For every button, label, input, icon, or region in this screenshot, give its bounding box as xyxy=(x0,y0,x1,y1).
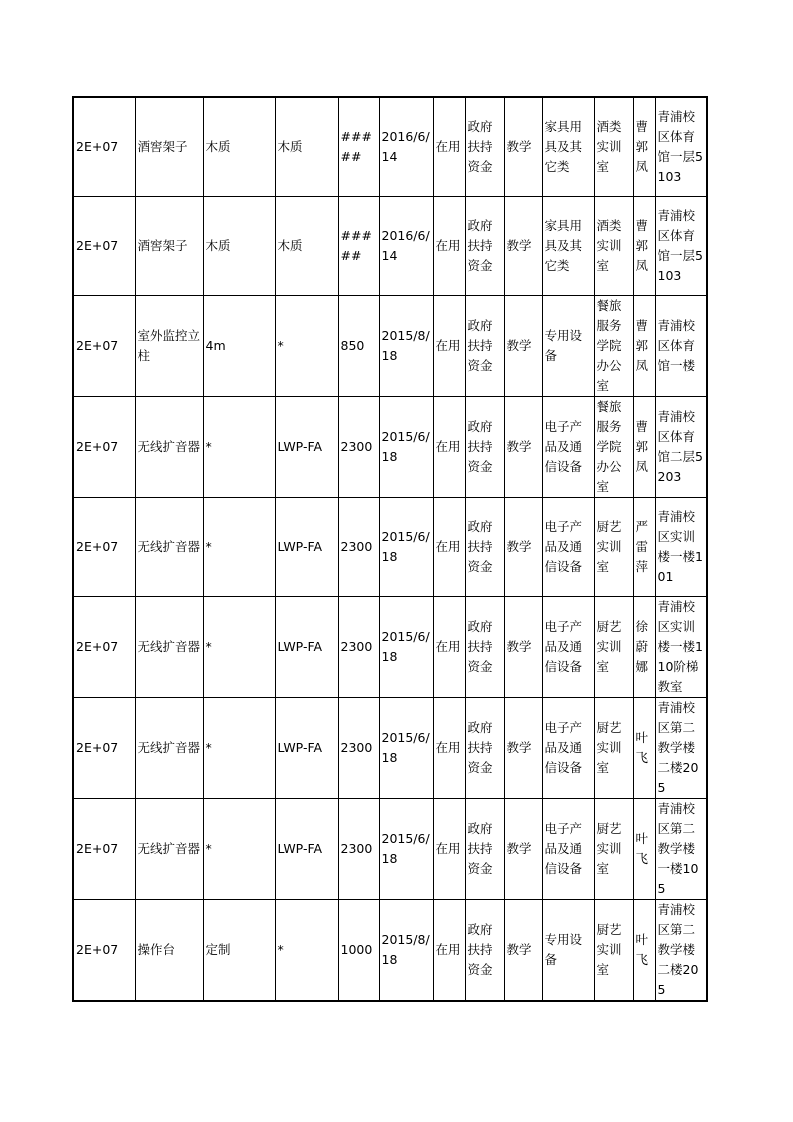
price-cell: 850 xyxy=(338,296,379,397)
asset-code-cell: 2E+07 xyxy=(73,296,135,397)
asset-code-cell: 2E+07 xyxy=(73,498,135,597)
asset-code-cell: 2E+07 xyxy=(73,900,135,1002)
keeper-cell: 叶飞 xyxy=(633,799,655,900)
material-cell: 定制 xyxy=(203,900,275,1002)
asset-name-cell: 无线扩音器 xyxy=(135,397,203,498)
table-row xyxy=(73,197,707,296)
department-cell: 厨艺实训室 xyxy=(594,799,633,900)
usage-cell: 教学 xyxy=(504,498,542,597)
location-cell: 青浦校区实训楼一楼101 xyxy=(655,498,707,597)
location-cell: 青浦校区实训楼一楼110阶梯教室 xyxy=(655,597,707,698)
table-row xyxy=(73,97,707,197)
purchase-date-cell: 2015/6/18 xyxy=(379,397,433,498)
table-row xyxy=(73,397,707,498)
category-cell: 家具用具及其它类 xyxy=(542,197,594,296)
usage-cell: 教学 xyxy=(504,698,542,799)
category-cell: 家具用具及其它类 xyxy=(542,97,594,197)
purchase-date-cell: 2015/6/18 xyxy=(379,498,433,597)
funding-source-cell: 政府扶持资金 xyxy=(465,397,504,498)
model-cell: LWP-FA xyxy=(275,597,338,698)
price-cell: 2300 xyxy=(338,698,379,799)
category-cell: 电子产品及通信设备 xyxy=(542,799,594,900)
location-cell: 青浦校区第二教学楼二楼205 xyxy=(655,900,707,1002)
status-cell: 在用 xyxy=(433,900,465,1002)
model-cell: * xyxy=(275,900,338,1002)
usage-cell: 教学 xyxy=(504,197,542,296)
keeper-cell: 徐蔚娜 xyxy=(633,597,655,698)
department-cell: 餐旅服务学院办公室 xyxy=(594,296,633,397)
material-cell: * xyxy=(203,597,275,698)
keeper-cell: 叶飞 xyxy=(633,698,655,799)
purchase-date-cell: 2015/6/18 xyxy=(379,799,433,900)
status-cell: 在用 xyxy=(433,597,465,698)
table-row xyxy=(73,900,707,1002)
keeper-cell: 曹郭凤 xyxy=(633,397,655,498)
category-cell: 专用设备 xyxy=(542,296,594,397)
material-cell: * xyxy=(203,799,275,900)
purchase-date-cell: 2015/6/18 xyxy=(379,698,433,799)
material-cell: 4m xyxy=(203,296,275,397)
model-cell: LWP-FA xyxy=(275,698,338,799)
category-cell: 电子产品及通信设备 xyxy=(542,698,594,799)
department-cell: 酒类实训室 xyxy=(594,97,633,197)
table-row xyxy=(73,498,707,597)
model-cell: 木质 xyxy=(275,97,338,197)
status-cell: 在用 xyxy=(433,397,465,498)
funding-source-cell: 政府扶持资金 xyxy=(465,900,504,1002)
purchase-date-cell: 2015/6/18 xyxy=(379,597,433,698)
table-body xyxy=(73,97,707,1001)
funding-source-cell: 政府扶持资金 xyxy=(465,498,504,597)
keeper-cell: 曹郭凤 xyxy=(633,296,655,397)
model-cell: LWP-FA xyxy=(275,799,338,900)
funding-source-cell: 政府扶持资金 xyxy=(465,799,504,900)
table-row xyxy=(73,698,707,799)
department-cell: 酒类实训室 xyxy=(594,197,633,296)
price-cell: 2300 xyxy=(338,397,379,498)
purchase-date-cell: 2015/8/18 xyxy=(379,900,433,1002)
asset-name-cell: 操作台 xyxy=(135,900,203,1002)
asset-code-cell: 2E+07 xyxy=(73,799,135,900)
asset-code-cell: 2E+07 xyxy=(73,97,135,197)
asset-code-cell: 2E+07 xyxy=(73,397,135,498)
price-cell: ##### xyxy=(338,197,379,296)
table-row xyxy=(73,296,707,397)
purchase-date-cell: 2016/6/14 xyxy=(379,197,433,296)
asset-code-cell: 2E+07 xyxy=(73,197,135,296)
asset-name-cell: 无线扩音器 xyxy=(135,498,203,597)
table-row xyxy=(73,597,707,698)
status-cell: 在用 xyxy=(433,97,465,197)
material-cell: 木质 xyxy=(203,197,275,296)
category-cell: 专用设备 xyxy=(542,900,594,1002)
department-cell: 厨艺实训室 xyxy=(594,900,633,1002)
status-cell: 在用 xyxy=(433,498,465,597)
model-cell: LWP-FA xyxy=(275,498,338,597)
usage-cell: 教学 xyxy=(504,799,542,900)
asset-code-cell: 2E+07 xyxy=(73,698,135,799)
keeper-cell: 严雷萍 xyxy=(633,498,655,597)
material-cell: * xyxy=(203,397,275,498)
location-cell: 青浦校区第二教学楼一楼105 xyxy=(655,799,707,900)
asset-name-cell: 无线扩音器 xyxy=(135,597,203,698)
department-cell: 餐旅服务学院办公室 xyxy=(594,397,633,498)
category-cell: 电子产品及通信设备 xyxy=(542,597,594,698)
asset-table xyxy=(72,96,708,1002)
usage-cell: 教学 xyxy=(504,597,542,698)
usage-cell: 教学 xyxy=(504,97,542,197)
department-cell: 厨艺实训室 xyxy=(594,498,633,597)
status-cell: 在用 xyxy=(433,296,465,397)
location-cell: 青浦校区体育馆一楼 xyxy=(655,296,707,397)
purchase-date-cell: 2016/6/14 xyxy=(379,97,433,197)
price-cell: 2300 xyxy=(338,799,379,900)
keeper-cell: 曹郭凤 xyxy=(633,197,655,296)
department-cell: 厨艺实训室 xyxy=(594,597,633,698)
material-cell: * xyxy=(203,698,275,799)
purchase-date-cell: 2015/8/18 xyxy=(379,296,433,397)
price-cell: 2300 xyxy=(338,597,379,698)
keeper-cell: 叶飞 xyxy=(633,900,655,1002)
location-cell: 青浦校区体育馆二层5203 xyxy=(655,397,707,498)
usage-cell: 教学 xyxy=(504,296,542,397)
status-cell: 在用 xyxy=(433,799,465,900)
status-cell: 在用 xyxy=(433,197,465,296)
asset-name-cell: 室外监控立柱 xyxy=(135,296,203,397)
asset-code-cell: 2E+07 xyxy=(73,597,135,698)
funding-source-cell: 政府扶持资金 xyxy=(465,197,504,296)
usage-cell: 教学 xyxy=(504,900,542,1002)
price-cell: 2300 xyxy=(338,498,379,597)
asset-name-cell: 酒窖架子 xyxy=(135,197,203,296)
department-cell: 厨艺实训室 xyxy=(594,698,633,799)
usage-cell: 教学 xyxy=(504,397,542,498)
asset-name-cell: 酒窖架子 xyxy=(135,97,203,197)
location-cell: 青浦校区第二教学楼二楼205 xyxy=(655,698,707,799)
model-cell: * xyxy=(275,296,338,397)
funding-source-cell: 政府扶持资金 xyxy=(465,597,504,698)
model-cell: 木质 xyxy=(275,197,338,296)
location-cell: 青浦校区体育馆一层5103 xyxy=(655,97,707,197)
price-cell: ##### xyxy=(338,97,379,197)
price-cell: 1000 xyxy=(338,900,379,1002)
funding-source-cell: 政府扶持资金 xyxy=(465,97,504,197)
keeper-cell: 曹郭凤 xyxy=(633,97,655,197)
asset-name-cell: 无线扩音器 xyxy=(135,698,203,799)
model-cell: LWP-FA xyxy=(275,397,338,498)
status-cell: 在用 xyxy=(433,698,465,799)
asset-name-cell: 无线扩音器 xyxy=(135,799,203,900)
funding-source-cell: 政府扶持资金 xyxy=(465,296,504,397)
table-row xyxy=(73,799,707,900)
material-cell: 木质 xyxy=(203,97,275,197)
material-cell: * xyxy=(203,498,275,597)
location-cell: 青浦校区体育馆一层5103 xyxy=(655,197,707,296)
category-cell: 电子产品及通信设备 xyxy=(542,397,594,498)
category-cell: 电子产品及通信设备 xyxy=(542,498,594,597)
funding-source-cell: 政府扶持资金 xyxy=(465,698,504,799)
